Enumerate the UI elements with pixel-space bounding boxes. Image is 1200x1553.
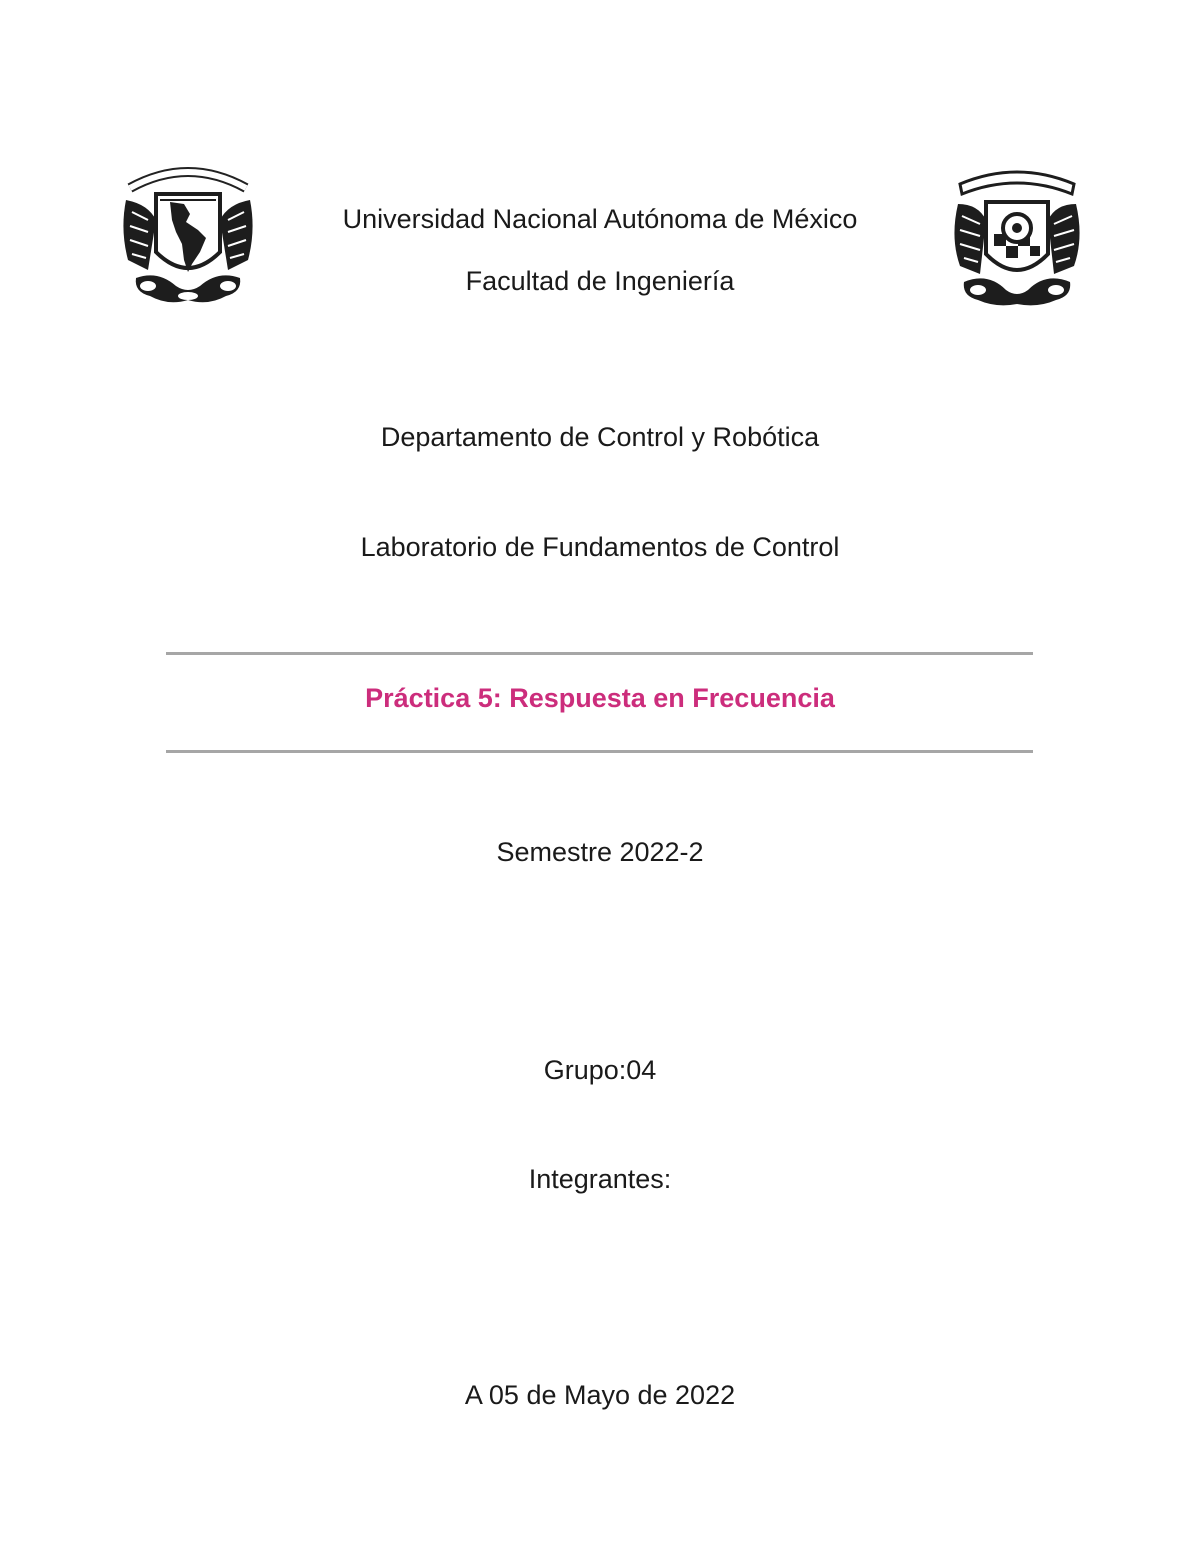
- lab-name: Laboratorio de Fundamentos de Control: [360, 532, 840, 562]
- department-name: Departamento de Control y Robótica: [380, 422, 820, 452]
- title-bottom-rule: [166, 750, 1033, 753]
- faculty-name: Facultad de Ingeniería: [465, 266, 735, 296]
- practice-title: Práctica 5: Respuesta en Frecuencia: [365, 683, 835, 713]
- members-label: Integrantes:: [528, 1164, 672, 1194]
- title-top-rule: [166, 652, 1033, 655]
- semester-label: Semestre 2022-2: [496, 837, 704, 867]
- group-label: Grupo:04: [543, 1055, 657, 1085]
- date-label: A 05 de Mayo de 2022: [464, 1380, 736, 1410]
- university-name: Universidad Nacional Autónoma de México: [342, 204, 858, 234]
